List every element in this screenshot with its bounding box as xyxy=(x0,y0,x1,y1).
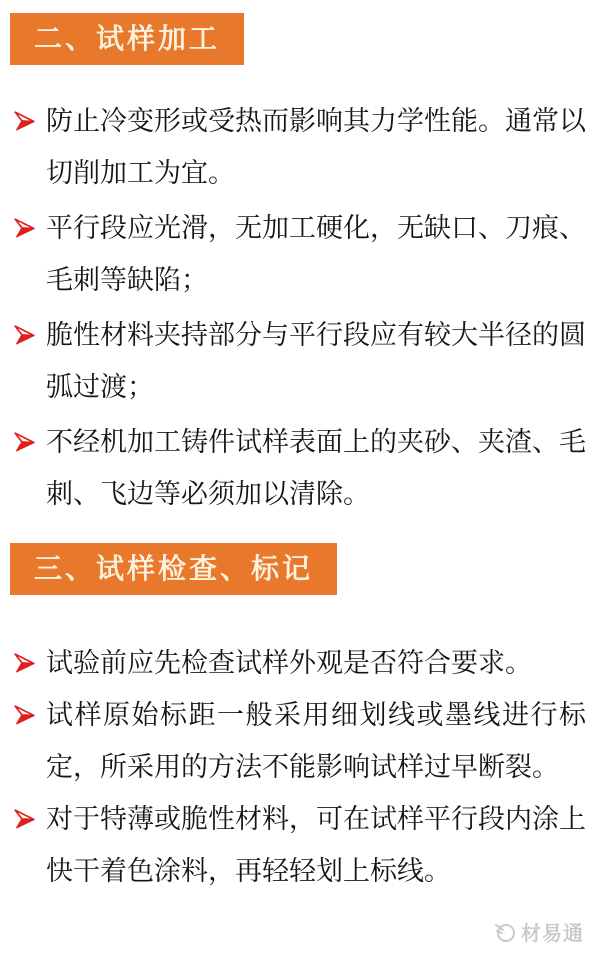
bullet-text: 平行段应光滑，无加工硬化，无缺口、刀痕、毛刺等缺陷； xyxy=(46,213,586,295)
bullet-list xyxy=(0,637,600,897)
section-title: 二、试样加工 xyxy=(34,22,221,55)
arrow-bullet-icon xyxy=(12,689,38,727)
section-title-banner xyxy=(10,13,244,65)
section-title-banner xyxy=(10,543,337,595)
caiyitong-logo-icon xyxy=(494,921,516,943)
arrow-bullet-icon xyxy=(12,309,38,347)
bullet-item xyxy=(0,637,600,689)
bullet-text: 不经机加工铸件试样表面上的夹砂、夹渣、毛刺、飞边等必须加以清除。 xyxy=(46,427,586,509)
bullet-text: 脆性材料夹持部分与平行段应有较大半径的圆弧过渡； xyxy=(46,320,586,402)
bullet-text: 试验前应先检查试样外观是否符合要求。 xyxy=(46,648,532,678)
bullet-item xyxy=(0,416,600,520)
arrow-bullet-icon xyxy=(12,793,38,831)
arrow-bullet-icon xyxy=(12,95,38,133)
arrow-bullet-icon xyxy=(12,202,38,240)
bullet-text: 对于特薄或脆性材料，可在试样平行段内涂上快干着色涂料，再轻轻划上标线。 xyxy=(46,804,586,886)
bullet-text: 试样原始标距一般采用细划线或墨线进行标定，所采用的方法不能影响试样过早断裂。 xyxy=(46,700,586,782)
bullet-text: 防止冷变形或受热而影响其力学性能。通常以切削加工为宜。 xyxy=(46,106,586,188)
watermark-text: 材易通 xyxy=(521,923,584,945)
section-title: 三、试样检查、标记 xyxy=(34,552,314,585)
section-inspection-marking xyxy=(0,523,600,897)
arrow-bullet-icon xyxy=(12,637,38,675)
arrow-bullet-icon xyxy=(12,416,38,454)
bullet-item xyxy=(0,689,600,793)
caiyitong-watermark xyxy=(494,917,584,946)
bullet-item xyxy=(0,95,600,199)
bullet-item xyxy=(0,202,600,306)
bullet-list xyxy=(0,95,600,520)
bullet-item xyxy=(0,793,600,897)
bullet-item xyxy=(0,309,600,413)
